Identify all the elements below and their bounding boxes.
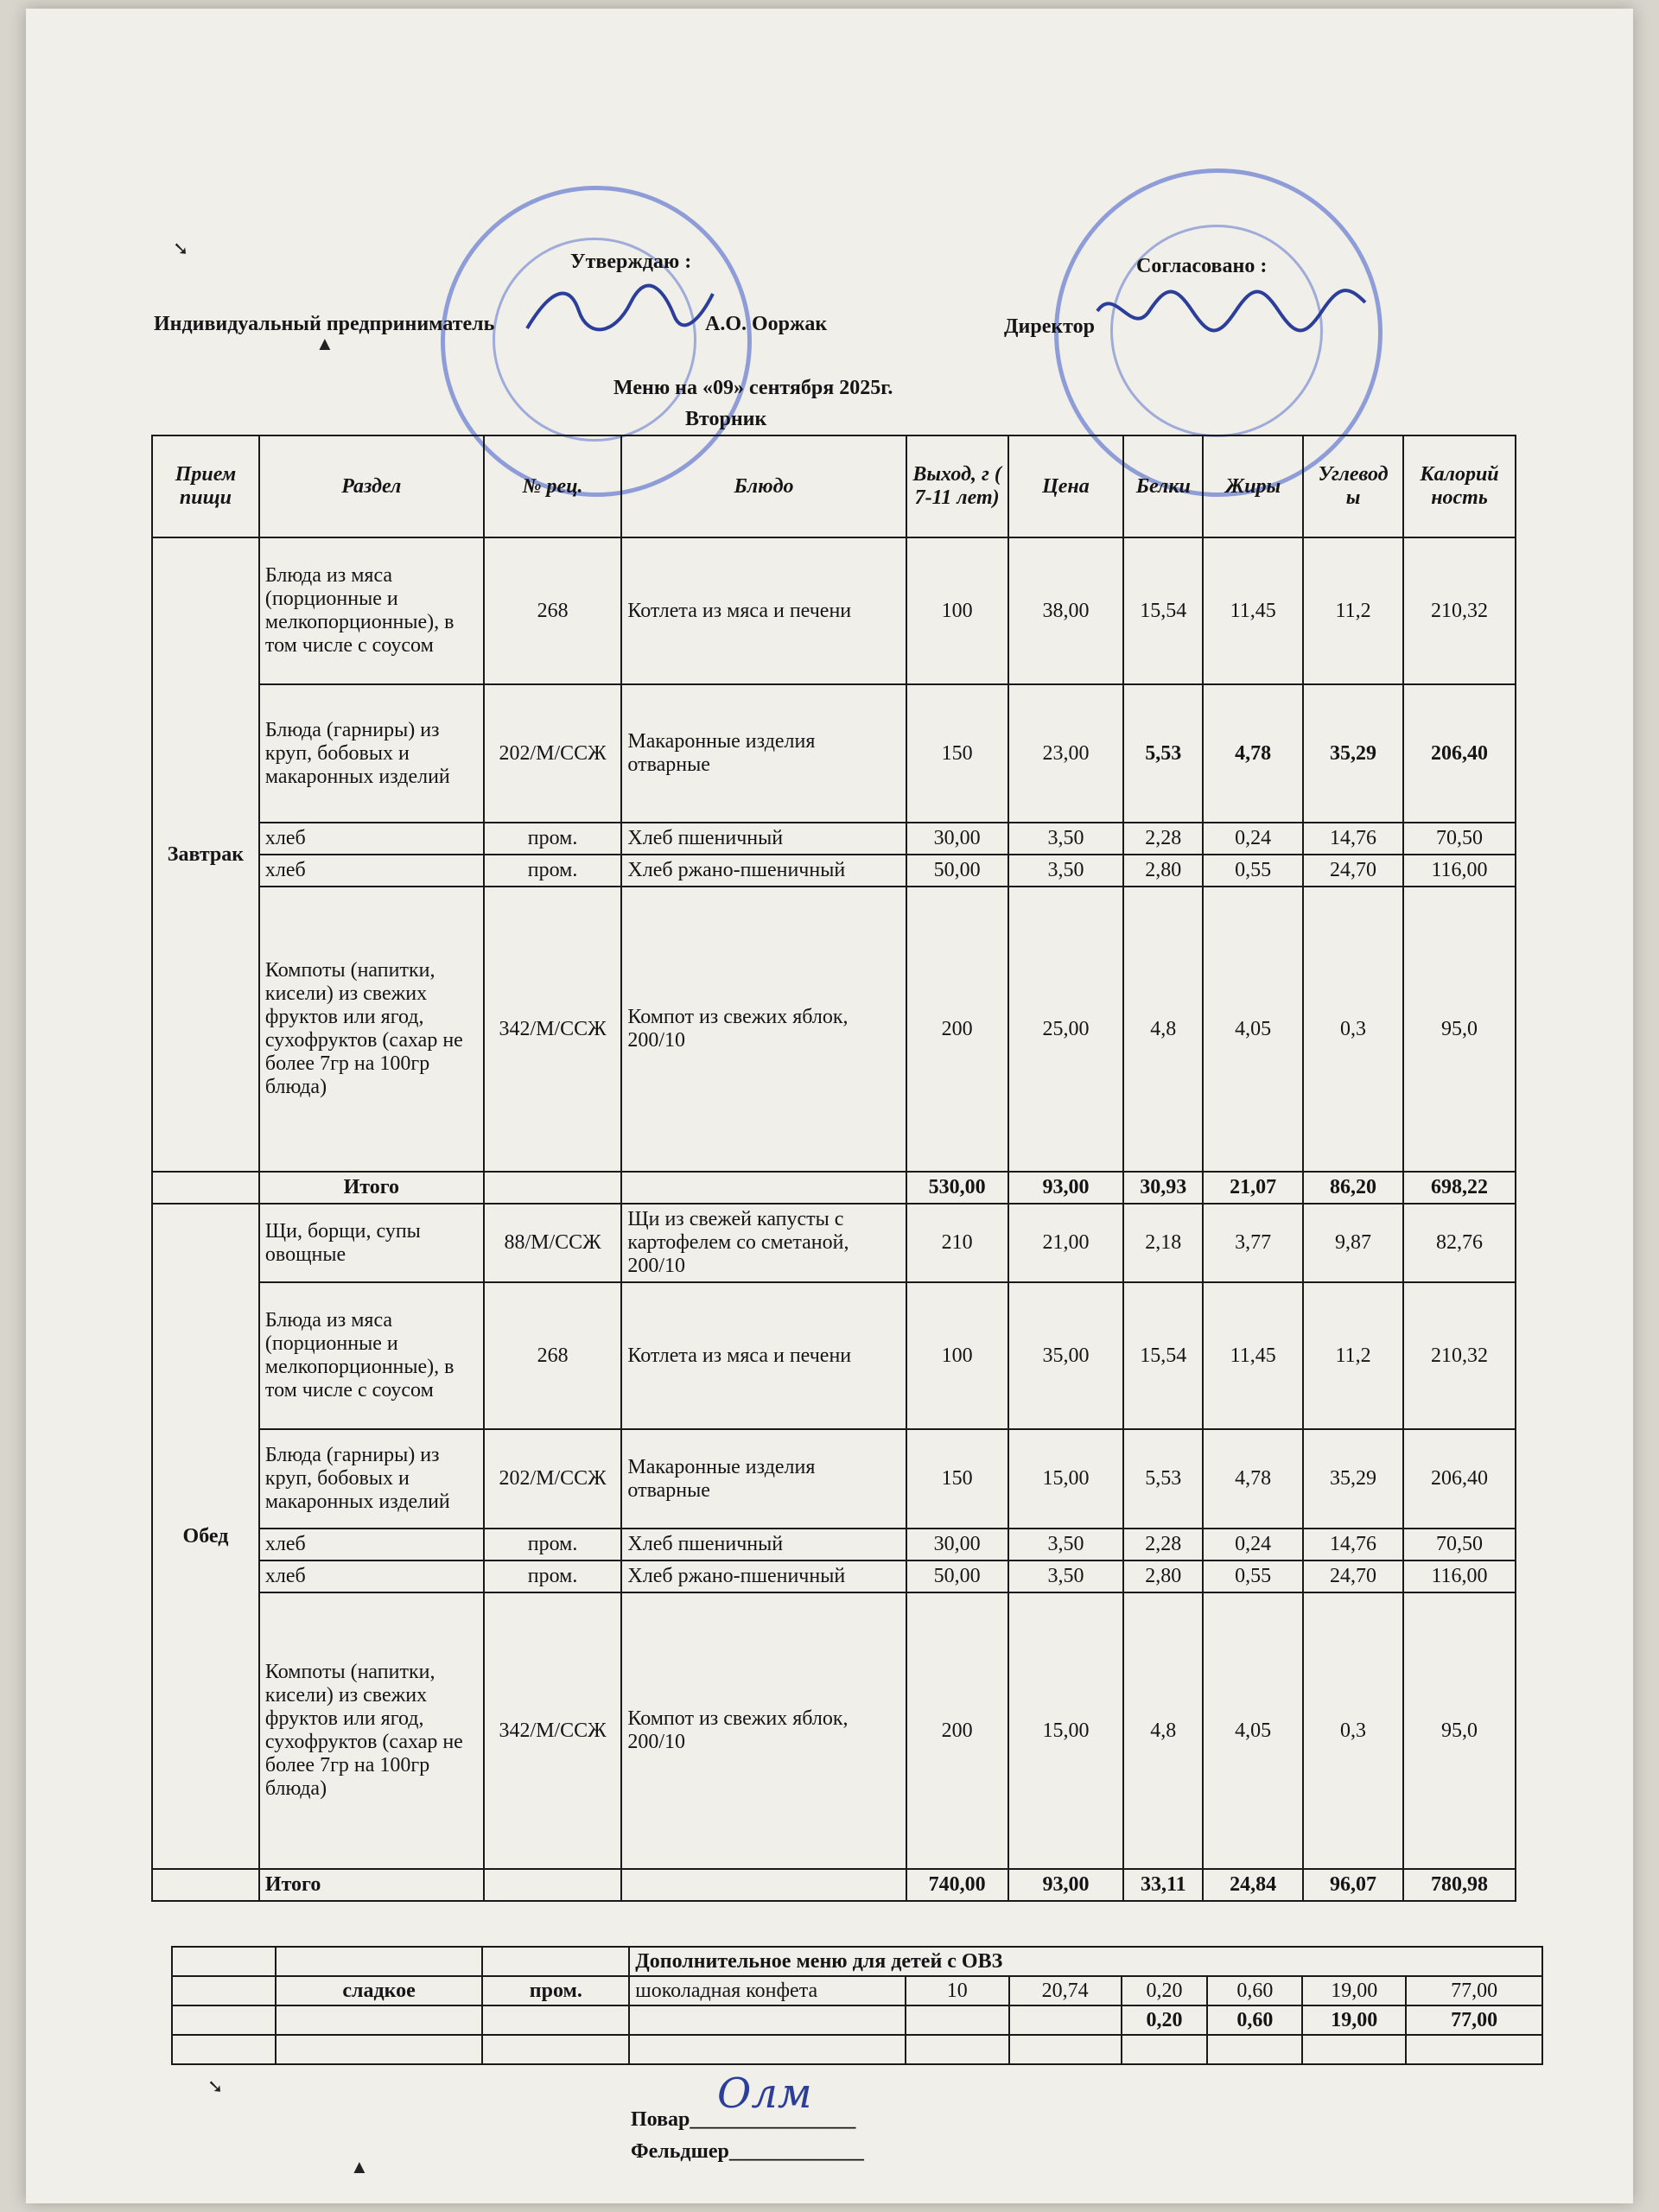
- scan-mark: ➘: [173, 238, 189, 259]
- cell-output: 30,00: [906, 1529, 1008, 1560]
- cell-calories: 95,0: [1403, 887, 1516, 1172]
- cell-price: 15,00: [1008, 1592, 1124, 1869]
- total-row: [152, 1869, 1516, 1901]
- total-calories: 77,00: [1406, 2005, 1542, 2035]
- cell-recipe: 342/М/ССЖ: [484, 1592, 622, 1869]
- table-row: [152, 855, 1516, 887]
- blank-row: [172, 2035, 1542, 2064]
- cell-section: Щи, борщи, супы овощные: [259, 1204, 484, 1282]
- cell-price: 38,00: [1008, 537, 1124, 684]
- agreed-label: Согласовано :: [1136, 255, 1268, 277]
- cell-dish: Хлеб ржано-пшеничный: [621, 855, 906, 887]
- cell-carbs: 24,70: [1303, 855, 1403, 887]
- extra-title-row: [172, 1947, 1542, 1976]
- cell-carbs: 35,29: [1303, 684, 1403, 823]
- cell-dish: Котлета из мяса и печени: [621, 537, 906, 684]
- cell-carbs: 14,76: [1303, 823, 1403, 855]
- col-section: Раздел: [259, 435, 484, 537]
- table-row: [152, 537, 1516, 684]
- cell-output: 50,00: [906, 855, 1008, 887]
- approve-label: Утверждаю :: [570, 251, 692, 273]
- cell-calories: 116,00: [1403, 855, 1516, 887]
- cell-fat: 0,55: [1203, 1560, 1303, 1592]
- cell-calories: 70,50: [1403, 1529, 1516, 1560]
- total-output: 740,00: [906, 1869, 1008, 1901]
- cell-price: 15,00: [1008, 1429, 1124, 1529]
- cell-fat: 0,24: [1203, 823, 1303, 855]
- cell-fat: 11,45: [1203, 537, 1303, 684]
- cook-label: Повар________________: [631, 2108, 856, 2131]
- meal-breakfast: Завтрак: [152, 537, 259, 1172]
- cell-fat: 0,55: [1203, 855, 1303, 887]
- cell-section: Компоты (напитки, кисели) из свежих фруктов или ягод, сухофруктов (сахар не более 7гр на 100гр блюда): [259, 1592, 484, 1869]
- cell-recipe: пром.: [482, 1976, 629, 2005]
- document-sheet: [26, 9, 1633, 2203]
- cell-output: 50,00: [906, 1560, 1008, 1592]
- cell-output: 10: [906, 1976, 1009, 2005]
- cell-carbs: 0,3: [1303, 1592, 1403, 1869]
- cell-price: 3,50: [1008, 823, 1124, 855]
- cell-calories: 206,40: [1403, 1429, 1516, 1529]
- cell-dish: Компот из свежих яблок, 200/10: [621, 887, 906, 1172]
- cell-calories: 206,40: [1403, 684, 1516, 823]
- total-fat: 21,07: [1203, 1172, 1303, 1204]
- cell-protein: 15,54: [1123, 1282, 1203, 1429]
- cell-price: 35,00: [1008, 1282, 1124, 1429]
- cell-section: сладкое: [276, 1976, 483, 2005]
- cell-fat: 4,78: [1203, 1429, 1303, 1529]
- total-row: [172, 2005, 1542, 2035]
- cell-carbs: 24,70: [1303, 1560, 1403, 1592]
- cell-protein: 2,80: [1123, 855, 1203, 887]
- header-row: [152, 435, 1516, 537]
- table-row: [152, 1529, 1516, 1560]
- cell-fat: 4,78: [1203, 684, 1303, 823]
- weekday: Вторник: [685, 408, 767, 430]
- cell-protein: 5,53: [1123, 1429, 1203, 1529]
- cell-calories: 210,32: [1403, 537, 1516, 684]
- cell-dish: Хлеб ржано-пшеничный: [621, 1560, 906, 1592]
- cell-recipe: 268: [484, 537, 622, 684]
- cell-protein: 4,8: [1123, 1592, 1203, 1869]
- cell-recipe: пром.: [484, 855, 622, 887]
- total-fat: 24,84: [1203, 1869, 1303, 1901]
- cell-output: 150: [906, 1429, 1008, 1529]
- cell-recipe: пром.: [484, 1560, 622, 1592]
- cell-section: хлеб: [259, 823, 484, 855]
- scan-mark: ➘: [207, 2075, 224, 2097]
- cell-price: 20,74: [1009, 1976, 1122, 2005]
- cell-protein: 15,54: [1123, 537, 1203, 684]
- cell-output: 200: [906, 887, 1008, 1172]
- cell-protein: 2,28: [1123, 823, 1203, 855]
- cell-carbs: 11,2: [1303, 1282, 1403, 1429]
- table-row: [152, 1204, 1516, 1282]
- cell-dish: Хлеб пшеничный: [621, 823, 906, 855]
- table-row: [152, 1429, 1516, 1529]
- cell-carbs: 0,3: [1303, 887, 1403, 1172]
- total-label: Итого: [259, 1172, 484, 1204]
- cell-recipe: пром.: [484, 1529, 622, 1560]
- cell-recipe: 202/М/ССЖ: [484, 1429, 622, 1529]
- cell-dish: Котлета из мяса и печени: [621, 1282, 906, 1429]
- cell-carbs: 19,00: [1302, 1976, 1406, 2005]
- cell-calories: 77,00: [1406, 1976, 1542, 2005]
- total-carbs: 96,07: [1303, 1869, 1403, 1901]
- total-price: 93,00: [1008, 1172, 1124, 1204]
- cell-dish: шоколадная конфета: [629, 1976, 906, 2005]
- table-row: [152, 823, 1516, 855]
- table-row: [152, 1592, 1516, 1869]
- extra-title: Дополнительное меню для детей с ОВЗ: [629, 1947, 1542, 1976]
- cell-dish: Компот из свежих яблок, 200/10: [621, 1592, 906, 1869]
- cell-calories: 70,50: [1403, 823, 1516, 855]
- director-signature: [1089, 276, 1374, 346]
- scan-mark: ▲: [315, 333, 334, 354]
- table-row: [152, 887, 1516, 1172]
- cell-calories: 95,0: [1403, 1592, 1516, 1869]
- col-carbs: Углевод ы: [1303, 435, 1403, 537]
- table-row: [152, 1560, 1516, 1592]
- total-carbs: 19,00: [1302, 2005, 1406, 2035]
- cell-dish: Макаронные изделия отварные: [621, 1429, 906, 1529]
- cell-section: Блюда (гарниры) из круп, бобовых и макаронных изделий: [259, 1429, 484, 1529]
- cell-dish: Хлеб пшеничный: [621, 1529, 906, 1560]
- medic-label: Фельдшер_____________: [631, 2140, 864, 2163]
- total-calories: 698,22: [1403, 1172, 1516, 1204]
- cell-dish: Макаронные изделия отварные: [621, 684, 906, 823]
- total-protein: 30,93: [1123, 1172, 1203, 1204]
- total-label: Итого: [259, 1869, 484, 1901]
- col-protein: Белки: [1123, 435, 1203, 537]
- ip-signature: [518, 276, 717, 346]
- cell-fat: 0,60: [1207, 1976, 1302, 2005]
- cell-price: 25,00: [1008, 887, 1124, 1172]
- total-row: [152, 1172, 1516, 1204]
- col-calories: Калорий ность: [1403, 435, 1516, 537]
- cell-price: 3,50: [1008, 855, 1124, 887]
- cook-signature: Олм: [717, 2069, 812, 2118]
- total-fat: 0,60: [1207, 2005, 1302, 2035]
- cell-fat: 11,45: [1203, 1282, 1303, 1429]
- cell-price: 21,00: [1008, 1204, 1124, 1282]
- table-row: [172, 1976, 1542, 2005]
- col-output: Выход, г ( 7-11 лет): [906, 435, 1008, 537]
- menu-title: Меню на «09» сентября 2025г.: [613, 377, 893, 399]
- cell-fat: 4,05: [1203, 887, 1303, 1172]
- cell-fat: 0,24: [1203, 1529, 1303, 1560]
- meal-lunch: Обед: [152, 1204, 259, 1869]
- col-meal: Прием пищи: [152, 435, 259, 537]
- col-dish: Блюдо: [621, 435, 906, 537]
- ip-name: А.О. Ооржак: [705, 313, 828, 335]
- cell-protein: 0,20: [1122, 1976, 1208, 2005]
- col-price: Цена: [1008, 435, 1124, 537]
- cell-protein: 2,18: [1123, 1204, 1203, 1282]
- cell-output: 100: [906, 1282, 1008, 1429]
- total-output: 530,00: [906, 1172, 1008, 1204]
- cell-recipe: 268: [484, 1282, 622, 1429]
- cell-protein: 5,53: [1123, 684, 1203, 823]
- cell-fat: 4,05: [1203, 1592, 1303, 1869]
- cell-price: 3,50: [1008, 1529, 1124, 1560]
- cell-protein: 2,80: [1123, 1560, 1203, 1592]
- cell-recipe: 202/М/ССЖ: [484, 684, 622, 823]
- total-price: 93,00: [1008, 1869, 1124, 1901]
- table-row: [152, 1282, 1516, 1429]
- cell-recipe: 342/М/ССЖ: [484, 887, 622, 1172]
- cell-section: Блюда из мяса (порционные и мелкопорционные), в том числе с соусом: [259, 1282, 484, 1429]
- total-carbs: 86,20: [1303, 1172, 1403, 1204]
- scan-mark: ▲: [350, 2156, 369, 2177]
- cell-fat: 3,77: [1203, 1204, 1303, 1282]
- cell-section: хлеб: [259, 855, 484, 887]
- cell-output: 30,00: [906, 823, 1008, 855]
- cell-section: хлеб: [259, 1529, 484, 1560]
- col-fat: Жиры: [1203, 435, 1303, 537]
- total-protein: 0,20: [1122, 2005, 1208, 2035]
- cell-recipe: пром.: [484, 823, 622, 855]
- cell-calories: 82,76: [1403, 1204, 1516, 1282]
- menu-table: [151, 435, 1516, 1902]
- cell-recipe: 88/М/ССЖ: [484, 1204, 622, 1282]
- cell-protein: 2,28: [1123, 1529, 1203, 1560]
- cell-section: Блюда из мяса (порционные и мелкопорционные), в том числе с соусом: [259, 537, 484, 684]
- director-label: Директор: [1004, 315, 1095, 338]
- cell-protein: 4,8: [1123, 887, 1203, 1172]
- total-protein: 33,11: [1123, 1869, 1203, 1901]
- cell-output: 200: [906, 1592, 1008, 1869]
- cell-section: Компоты (напитки, кисели) из свежих фруктов или ягод, сухофруктов (сахар не более 7гр на 100гр блюда): [259, 887, 484, 1172]
- col-recipe: № рец.: [484, 435, 622, 537]
- cell-calories: 116,00: [1403, 1560, 1516, 1592]
- cell-carbs: 14,76: [1303, 1529, 1403, 1560]
- cell-carbs: 35,29: [1303, 1429, 1403, 1529]
- total-calories: 780,98: [1403, 1869, 1516, 1901]
- cell-dish: Щи из свежей капусты с картофелем со сметаной, 200/10: [621, 1204, 906, 1282]
- cell-output: 100: [906, 537, 1008, 684]
- cell-price: 3,50: [1008, 1560, 1124, 1592]
- table-row: [152, 684, 1516, 823]
- extra-menu-table: [171, 1946, 1543, 2065]
- cell-carbs: 9,87: [1303, 1204, 1403, 1282]
- cell-output: 210: [906, 1204, 1008, 1282]
- cell-section: Блюда (гарниры) из круп, бобовых и макаронных изделий: [259, 684, 484, 823]
- ip-label: Индивидуальный предприниматель: [154, 313, 495, 335]
- cell-section: хлеб: [259, 1560, 484, 1592]
- cell-carbs: 11,2: [1303, 537, 1403, 684]
- cell-price: 23,00: [1008, 684, 1124, 823]
- cell-calories: 210,32: [1403, 1282, 1516, 1429]
- cell-output: 150: [906, 684, 1008, 823]
